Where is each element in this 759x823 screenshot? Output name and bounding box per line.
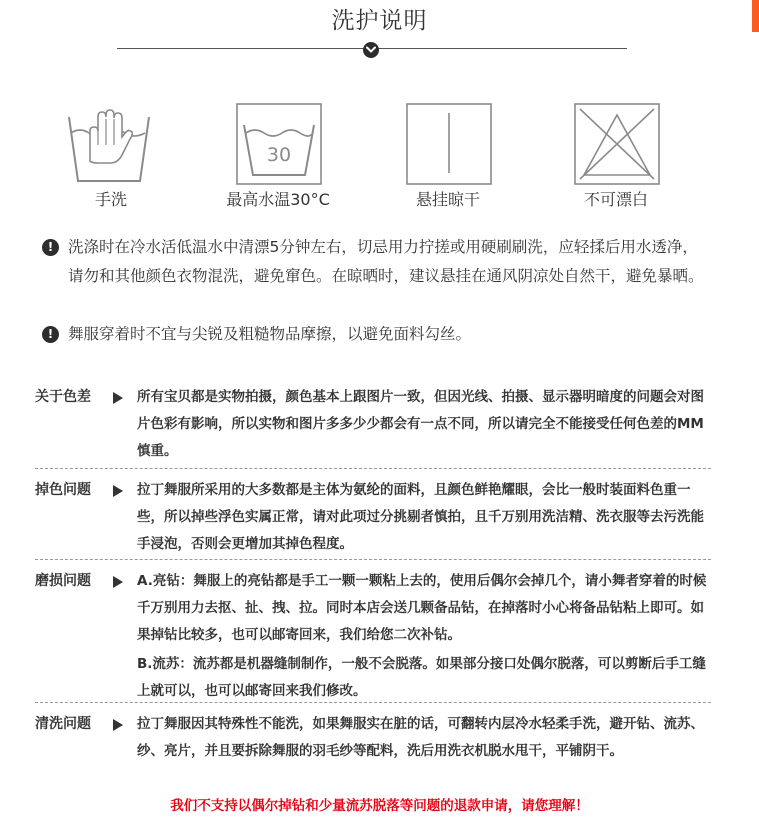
triangle-right-icon: [113, 392, 123, 404]
faq-label: 磨损问题: [35, 573, 91, 589]
faq-label: 清洗问题: [35, 716, 91, 732]
triangle-right-icon: [113, 485, 123, 497]
refund-warning: 我们不支持以偶尔掉钻和少量流苏脱落等问题的退款申请，请您理解！: [170, 798, 589, 814]
faq-body: [137, 711, 709, 765]
dashed-divider: [35, 559, 711, 560]
wash-30-icon: [236, 103, 322, 185]
exclamation-icon: !: [42, 326, 59, 343]
faq-label: 关于色差: [35, 389, 91, 405]
notice-wearing: [42, 320, 712, 349]
care-symbol-wash-30: [218, 103, 338, 213]
temperature-label: 30: [266, 144, 292, 166]
page-title: 洗护说明: [331, 8, 428, 34]
faq-label: 掉色问题: [35, 482, 91, 498]
care-symbol-hand-wash: [51, 103, 171, 213]
notice-text: 舞服穿着时不宜与尖锐及粗糙物品摩擦，以避免面料勾丝。: [68, 325, 472, 343]
faq-body: [137, 477, 709, 558]
faq-paragraph: 拉丁舞服所采用的大多数都是主体为氨纶的面料，且颜色鲜艳耀眼，会比一般时装面料色重一些，所以掉些浮色实属正常，请对此项过分挑剔者慎拍，且千万别用洗洁精、洗衣服等去污洗能手浸泡，否则会更增加其掉色程度。: [137, 482, 704, 552]
triangle-right-icon: [113, 576, 123, 588]
notice-washing: [42, 233, 712, 291]
care-symbol-hang-dry: [388, 103, 508, 213]
hang-dry-icon: [406, 103, 492, 185]
dashed-divider: [35, 702, 711, 703]
faq-paragraph: 所有宝贝都是实物拍摄，颜色基本上跟图片一致，但因光线、拍摄、显示器明暗度的问题会对图片色彩有影响，所以实物和图片多多少少都会有一点不同，所以请完全不能接受任何色差的MM慎重。: [137, 389, 704, 459]
faq-paragraph: A.亮钻：舞服上的亮钻都是手工一颗一颗粘上去的，使用后偶尔会掉几个，请小舞者穿着的时候千万别用力去抠、扯、拽、拉。同时本店会送几颗备品钻，在掉落时小心将备品钻粘上即可。如果掉钻比较多，也可以邮寄回来，我们给您二次补钻。: [137, 573, 707, 643]
notice-text: 洗涤时在冷水活低温水中清漂5分钟左右，切忌用力拧搓或用硬刷刷洗，应轻揉后用水透净，请勿和其他颜色衣物混洗，避免窜色。在晾晒时，建议悬挂在通风阴凉处自然干，避免暴晒。: [68, 238, 704, 285]
dashed-divider: [35, 468, 711, 469]
faq-paragraph: 拉丁舞服因其特殊性不能洗，如果舞服实在脏的话，可翻转内层冷水轻柔手洗，避开钻、流苏、纱、亮片，并且要拆除舞服的羽毛纱等配料，洗后用洗衣机脱水甩干，平铺阴干。: [137, 716, 704, 759]
care-label: 悬挂晾干: [415, 190, 480, 209]
no-bleach-icon: [574, 103, 660, 185]
care-label: 最高水温30°C: [226, 190, 330, 209]
faq-paragraph: B.流苏：流苏都是机器缝制制作，一般不会脱落。如果部分接口处偶尔脱落，可以剪断后手工缝上就可以，也可以邮寄回来我们修改。: [137, 656, 706, 699]
faq-body: [137, 568, 709, 705]
triangle-right-icon: [113, 719, 123, 731]
care-label: 手洗: [94, 190, 127, 209]
care-label: 不可漂白: [583, 190, 648, 209]
hand-wash-icon: [66, 103, 152, 185]
chevron-down-icon: [363, 42, 379, 58]
faq-body: [137, 384, 709, 465]
care-symbol-no-bleach: [556, 103, 676, 213]
exclamation-icon: !: [42, 239, 59, 256]
